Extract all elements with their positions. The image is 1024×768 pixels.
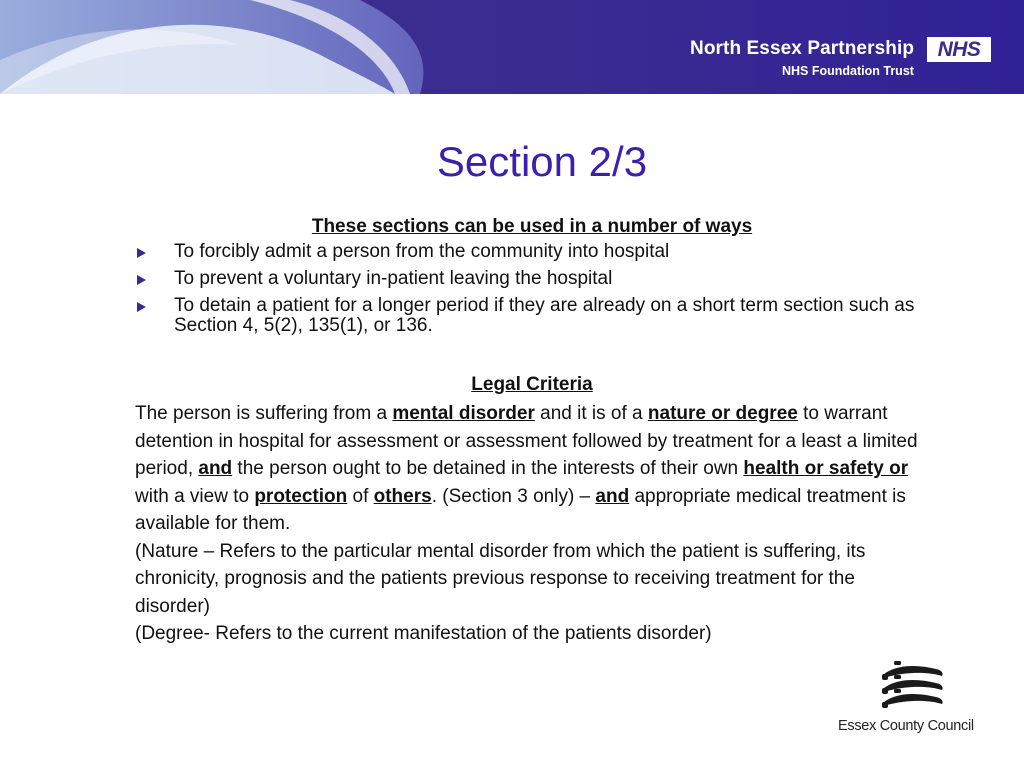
list-item bbox=[135, 269, 925, 289]
nhs-logo bbox=[927, 37, 991, 62]
list-item bbox=[135, 242, 925, 262]
emphasis-health-or-safety: health or safety or bbox=[743, 458, 909, 479]
council-name: Essex County Council bbox=[838, 718, 974, 734]
emphasis-protection: protection bbox=[254, 485, 348, 507]
legal-text: to warrant detention in hospital for assessment or assessment followed by treatment for a least a limited period, bbox=[135, 403, 918, 479]
list-item bbox=[135, 296, 925, 336]
emphasis-and: and bbox=[198, 458, 233, 479]
bullet-arrow-icon bbox=[137, 302, 146, 312]
legal-text: and it is of a bbox=[534, 403, 648, 424]
org-name: North Essex Partnership bbox=[690, 38, 915, 59]
legal-text: of bbox=[347, 485, 374, 507]
legal-text: The person is suffering from a bbox=[135, 403, 393, 424]
legal-criteria-body bbox=[135, 400, 925, 648]
legal-text: the person ought to be detained in the interests of their own bbox=[232, 458, 744, 479]
emphasis-nature-or-degree: nature or degree bbox=[647, 403, 798, 424]
nhs-logo-text: NHS bbox=[937, 38, 981, 61]
slide-title: Section 2/3 bbox=[436, 138, 648, 185]
degree-note: (Degree- Refers to the current manifestation of the patients disorder) bbox=[135, 623, 712, 644]
bullet-text: To forcibly admit a person from the community into hospital bbox=[174, 241, 670, 262]
bullet-arrow-icon bbox=[137, 275, 146, 285]
three-seaxes-icon bbox=[838, 660, 998, 716]
header-banner bbox=[0, 0, 1024, 94]
emphasis-others: others bbox=[373, 485, 432, 507]
org-subtitle: NHS Foundation Trust bbox=[782, 64, 914, 78]
bullet-text: To detain a patient for a longer period if they are already on a short term section such as Section 4, 5(2), 135(1), or 136. bbox=[174, 295, 915, 336]
legal-criteria-paragraph bbox=[135, 400, 925, 538]
legal-criteria-heading: Legal Criteria bbox=[471, 374, 593, 395]
essex-county-council-logo bbox=[838, 660, 998, 745]
legal-text: . (Section 3 only) – bbox=[431, 485, 596, 507]
bullet-text: To prevent a voluntary in-patient leaving the hospital bbox=[174, 268, 613, 289]
bullet-arrow-icon bbox=[137, 248, 146, 258]
org-name-block bbox=[690, 38, 915, 78]
emphasis-mental-disorder: mental disorder bbox=[392, 403, 535, 424]
legal-text: with a view to bbox=[135, 485, 255, 507]
bullet-list bbox=[135, 242, 925, 343]
emphasis-and: and bbox=[595, 485, 630, 507]
nature-note: (Nature – Refers to the particular mental disorder from which the patient is suffering, its chronicity, prognosis and the patients previous response to receiving treatment for the disorder) bbox=[135, 540, 866, 617]
intro-heading: These sections can be used in a number of ways bbox=[311, 216, 753, 237]
legal-text: appropriate medical treatment is available for them. bbox=[135, 485, 906, 534]
